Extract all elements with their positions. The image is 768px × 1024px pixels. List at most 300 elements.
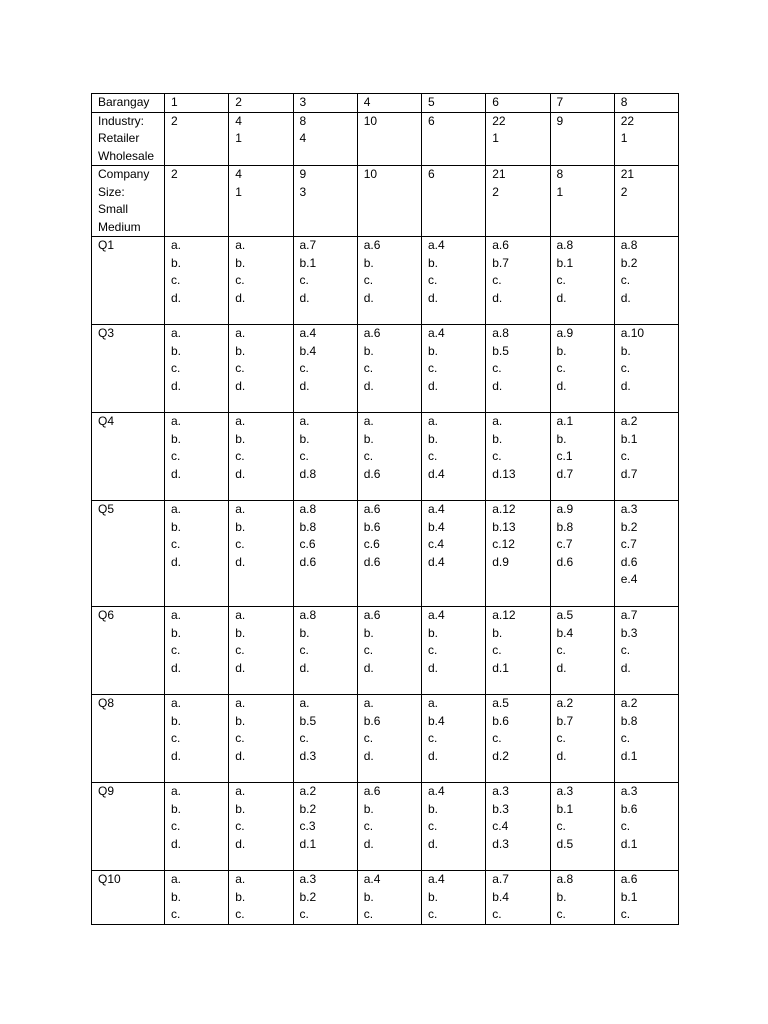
- cell-value: b.1: [556, 255, 574, 270]
- table-row: [92, 94, 679, 113]
- cell-value: d.: [428, 290, 439, 305]
- table-cell: [357, 237, 421, 325]
- cell-value: a.: [171, 696, 182, 710]
- cell-value: a.5: [492, 696, 509, 710]
- table-cell: [486, 695, 550, 783]
- cell-value: b.2: [620, 519, 638, 534]
- row-label-cell: [92, 166, 165, 237]
- cell-value: c.: [235, 819, 245, 833]
- cell-value: 1: [171, 95, 178, 109]
- table-cell: [614, 607, 678, 695]
- table-cell: [614, 94, 678, 113]
- table-row: [92, 871, 679, 925]
- cell-value: a.2: [620, 696, 638, 710]
- cell-value: c.: [428, 731, 438, 745]
- cell-value: e.4: [620, 572, 638, 586]
- cell-value: a.: [492, 414, 503, 428]
- row-label-line: Company: [98, 167, 150, 181]
- cell-value: b.: [363, 431, 374, 446]
- table-cell: [550, 607, 614, 695]
- cell-value: a.5: [556, 608, 574, 622]
- table-cell: [614, 112, 678, 166]
- cell-value: d.: [235, 554, 246, 569]
- cell-value: a.4: [428, 784, 445, 798]
- cell-value: c.: [363, 361, 374, 375]
- row-label-cell: [92, 112, 165, 166]
- row-label-cell: [92, 607, 165, 695]
- cell-value: a.3: [556, 784, 574, 798]
- cell-value: b.: [428, 343, 439, 358]
- cell-value: a.: [171, 784, 182, 798]
- table-row: [92, 783, 679, 871]
- cell-value: b.: [235, 713, 246, 728]
- table-row: [92, 695, 679, 783]
- table-cell: [614, 695, 678, 783]
- cell-value: b.7: [556, 713, 574, 728]
- cell-value: a.: [171, 238, 182, 252]
- cell-value: b.: [428, 255, 439, 270]
- cell-value: a.6: [363, 784, 381, 798]
- cell-value: b.2: [299, 889, 317, 904]
- cell-value: d.7: [620, 466, 638, 481]
- cell-value: a.4: [428, 608, 445, 622]
- table-cell: [229, 783, 293, 871]
- table-cell: [550, 783, 614, 871]
- table-cell: [422, 695, 486, 783]
- cell-value: c.: [492, 731, 502, 745]
- row-label-cell: [92, 695, 165, 783]
- cell-value: a.6: [363, 502, 381, 516]
- cell-value: b.3: [492, 801, 509, 816]
- cell-value: c.: [363, 643, 374, 657]
- cell-value: d.: [363, 748, 374, 763]
- cell-value: 1: [620, 131, 628, 145]
- cell-value: a.: [171, 872, 182, 886]
- cell-value: d.: [235, 748, 246, 763]
- cell-value: c.: [299, 731, 309, 745]
- table-cell: [422, 112, 486, 166]
- cell-value: c.: [620, 449, 631, 463]
- cell-value: a.6: [363, 238, 381, 252]
- table-cell: [486, 325, 550, 413]
- cell-value: a.4: [299, 326, 317, 340]
- cell-value: b.: [428, 625, 439, 640]
- cell-value: c.: [235, 731, 245, 745]
- cell-value: b.: [235, 343, 246, 358]
- cell-value: 4: [235, 167, 242, 181]
- cell-value: b.2: [299, 801, 317, 816]
- table-cell: [229, 413, 293, 501]
- cell-value: c.: [235, 361, 245, 375]
- cell-value: a.10: [620, 326, 645, 340]
- cell-value: c.: [299, 273, 309, 287]
- cell-value: 6: [428, 167, 435, 181]
- cell-value: d.: [171, 554, 182, 569]
- cell-value: d.1: [299, 836, 317, 851]
- cell-value: a.: [299, 696, 310, 710]
- cell-value: c.: [492, 273, 502, 287]
- cell-value: a.8: [620, 238, 638, 252]
- cell-value: a.8: [492, 326, 509, 340]
- cell-value: c.: [428, 273, 438, 287]
- table-cell: [422, 871, 486, 925]
- row-label-line: Q4: [98, 414, 115, 428]
- cell-value: c.: [428, 361, 438, 375]
- cell-value: c.: [556, 643, 566, 657]
- cell-value: b.: [428, 801, 439, 816]
- table-cell: [357, 501, 421, 607]
- cell-value: c.: [171, 273, 181, 287]
- cell-value: a.12: [492, 608, 516, 622]
- cell-value: d.: [171, 378, 182, 393]
- cell-value: b.: [428, 431, 439, 446]
- table-cell: [550, 501, 614, 607]
- cell-value: b.: [620, 343, 631, 358]
- table-cell: [357, 166, 421, 237]
- row-label-line: Industry:: [98, 113, 145, 128]
- cell-value: 2: [235, 95, 242, 109]
- cell-value: d.: [620, 290, 631, 305]
- table-cell: [422, 607, 486, 695]
- cell-value: c.: [299, 449, 309, 463]
- cell-value: c.6: [299, 537, 316, 551]
- cell-value: a.8: [556, 872, 574, 886]
- cell-value: b.7: [492, 255, 509, 270]
- cell-value: a.: [171, 326, 182, 340]
- cell-value: c.: [299, 907, 309, 921]
- cell-value: b.: [171, 431, 182, 446]
- cell-value: c.: [235, 449, 245, 463]
- cell-value: b.2: [620, 255, 638, 270]
- table-cell: [293, 871, 357, 925]
- cell-value: 22: [492, 113, 506, 128]
- cell-value: a.: [171, 608, 182, 622]
- table-cell: [293, 783, 357, 871]
- table-cell: [293, 607, 357, 695]
- cell-value: c.: [171, 731, 181, 745]
- cell-value: c.4: [428, 537, 445, 551]
- cell-value: b.1: [299, 255, 317, 270]
- table-row: [92, 325, 679, 413]
- cell-value: c.: [363, 819, 374, 833]
- table-row: [92, 237, 679, 325]
- table-cell: [486, 166, 550, 237]
- cell-value: a.4: [428, 326, 445, 340]
- cell-value: d.: [171, 466, 182, 481]
- survey-table-body: [92, 94, 679, 925]
- cell-value: a.: [235, 872, 246, 886]
- cell-value: b.4: [492, 889, 509, 904]
- cell-value: a.7: [620, 608, 638, 622]
- row-label-cell: [92, 94, 165, 113]
- table-cell: [165, 413, 229, 501]
- cell-value: c.: [428, 449, 438, 463]
- cell-value: d.5: [556, 836, 574, 851]
- table-cell: [229, 501, 293, 607]
- cell-value: a.: [235, 326, 246, 340]
- cell-value: d.4: [428, 466, 445, 481]
- cell-value: c.: [171, 643, 181, 657]
- table-cell: [550, 413, 614, 501]
- cell-value: a.4: [428, 502, 445, 516]
- table-cell: [486, 501, 550, 607]
- cell-value: 1: [235, 184, 242, 199]
- table-cell: [550, 94, 614, 113]
- cell-value: a.6: [363, 608, 381, 622]
- table-cell: [614, 237, 678, 325]
- cell-value: d.: [171, 836, 182, 851]
- cell-value: c.: [556, 819, 566, 833]
- cell-value: 9: [299, 167, 307, 181]
- table-row: [92, 501, 679, 607]
- cell-value: d.: [235, 378, 246, 393]
- row-label-cell: [92, 237, 165, 325]
- cell-value: 10: [363, 113, 378, 128]
- cell-value: b.: [235, 431, 246, 446]
- table-cell: [614, 166, 678, 237]
- cell-value: d.6: [299, 554, 317, 569]
- cell-value: 10: [363, 167, 378, 181]
- cell-value: a.: [171, 502, 182, 516]
- cell-value: c.: [363, 731, 374, 745]
- cell-value: a.: [171, 414, 182, 428]
- cell-value: a.6: [492, 238, 509, 252]
- cell-value: c.: [299, 361, 309, 375]
- cell-value: a.: [235, 784, 246, 798]
- cell-value: c.: [363, 907, 374, 921]
- cell-value: b.8: [620, 713, 638, 728]
- cell-value: c.: [620, 907, 631, 921]
- cell-value: b.: [171, 801, 182, 816]
- cell-value: a.9: [556, 326, 574, 340]
- cell-value: 7: [556, 95, 564, 109]
- cell-value: b.: [492, 625, 503, 640]
- cell-value: b.5: [299, 713, 317, 728]
- table-cell: [357, 325, 421, 413]
- cell-value: a.: [428, 414, 439, 428]
- cell-value: a.9: [556, 502, 574, 516]
- cell-value: d.: [428, 748, 439, 763]
- cell-value: c.: [428, 819, 438, 833]
- cell-value: c.: [428, 907, 438, 921]
- cell-value: d.: [299, 378, 310, 393]
- cell-value: c.: [428, 643, 438, 657]
- table-cell: [486, 607, 550, 695]
- cell-value: b.: [363, 625, 374, 640]
- table-cell: [357, 871, 421, 925]
- cell-value: d.6: [620, 554, 638, 569]
- cell-value: d.: [363, 290, 374, 305]
- table-cell: [486, 413, 550, 501]
- cell-value: d.: [235, 660, 246, 675]
- cell-value: d.: [620, 660, 631, 675]
- cell-value: b.: [171, 519, 182, 534]
- cell-value: c.7: [556, 537, 573, 551]
- cell-value: 2: [620, 184, 628, 199]
- cell-value: c.12: [492, 537, 515, 551]
- cell-value: c.: [556, 273, 566, 287]
- table-cell: [357, 695, 421, 783]
- cell-value: d.1: [620, 836, 638, 851]
- table-cell: [293, 695, 357, 783]
- cell-value: b.4: [299, 343, 317, 358]
- cell-value: b.1: [556, 801, 574, 816]
- cell-value: d.: [363, 836, 374, 851]
- cell-value: a.: [428, 696, 439, 710]
- row-label-cell: [92, 413, 165, 501]
- cell-value: b.4: [428, 519, 445, 534]
- table-cell: [165, 112, 229, 166]
- cell-value: c.: [235, 273, 245, 287]
- cell-value: b.: [235, 255, 246, 270]
- table-cell: [165, 325, 229, 413]
- cell-value: b.5: [492, 343, 509, 358]
- table-cell: [293, 237, 357, 325]
- cell-value: d.: [492, 378, 503, 393]
- cell-value: d.: [235, 836, 246, 851]
- row-label-cell: [92, 501, 165, 607]
- cell-value: a.4: [363, 872, 381, 886]
- cell-value: 8: [620, 95, 628, 109]
- cell-value: d.4: [428, 554, 445, 569]
- table-cell: [422, 413, 486, 501]
- table-cell: [165, 607, 229, 695]
- table-cell: [614, 501, 678, 607]
- cell-value: a.3: [620, 784, 638, 798]
- table-cell: [165, 871, 229, 925]
- cell-value: d.2: [492, 748, 509, 763]
- cell-value: c.: [299, 643, 309, 657]
- cell-value: 21: [620, 167, 635, 181]
- row-label-line: Q10: [98, 872, 121, 886]
- cell-value: c.: [556, 731, 566, 745]
- table-cell: [550, 871, 614, 925]
- cell-value: c.: [171, 907, 181, 921]
- cell-value: c.: [620, 643, 631, 657]
- cell-value: a.1: [556, 414, 574, 428]
- cell-value: a.: [235, 238, 246, 252]
- table-cell: [357, 783, 421, 871]
- cell-value: b.1: [620, 431, 638, 446]
- table-cell: [165, 783, 229, 871]
- cell-value: b.: [171, 713, 182, 728]
- cell-value: c.: [363, 449, 374, 463]
- table-cell: [422, 783, 486, 871]
- cell-value: b.: [363, 255, 374, 270]
- table-cell: [550, 166, 614, 237]
- cell-value: c.: [235, 643, 245, 657]
- cell-value: b.: [171, 889, 182, 904]
- cell-value: d.: [428, 836, 439, 851]
- cell-value: d.3: [299, 748, 317, 763]
- cell-value: 9: [556, 113, 564, 128]
- table-cell: [165, 94, 229, 113]
- table-cell: [229, 325, 293, 413]
- cell-value: d.: [299, 660, 310, 675]
- cell-value: c.: [171, 449, 181, 463]
- cell-value: d.: [620, 378, 631, 393]
- cell-value: b.3: [620, 625, 638, 640]
- table-cell: [550, 237, 614, 325]
- cell-value: c.: [556, 361, 566, 375]
- table-cell: [293, 166, 357, 237]
- cell-value: b.: [492, 431, 503, 446]
- cell-value: b.6: [363, 519, 381, 534]
- cell-value: c.6: [363, 537, 380, 551]
- table-cell: [486, 783, 550, 871]
- cell-value: b.: [235, 801, 246, 816]
- cell-value: b.: [171, 343, 182, 358]
- cell-value: c.1: [556, 449, 573, 463]
- row-label-line: Q6: [98, 608, 115, 622]
- cell-value: a.: [235, 608, 246, 622]
- cell-value: c.7: [620, 537, 637, 551]
- cell-value: 1: [492, 131, 499, 145]
- table-cell: [550, 695, 614, 783]
- table-cell: [486, 94, 550, 113]
- table-cell: [229, 607, 293, 695]
- cell-value: 21: [492, 167, 506, 181]
- cell-value: b.4: [556, 625, 574, 640]
- table-cell: [614, 871, 678, 925]
- table-cell: [422, 325, 486, 413]
- row-label-line: Small: [98, 202, 129, 216]
- table-cell: [293, 325, 357, 413]
- cell-value: a.: [235, 502, 246, 516]
- row-label-cell: [92, 325, 165, 413]
- cell-value: b.6: [620, 801, 638, 816]
- cell-value: a.2: [620, 414, 638, 428]
- cell-value: c.: [620, 819, 631, 833]
- cell-value: b.: [235, 625, 246, 640]
- cell-value: a.12: [492, 502, 516, 516]
- cell-value: b.4: [428, 713, 445, 728]
- cell-value: b.6: [492, 713, 509, 728]
- table-cell: [293, 413, 357, 501]
- cell-value: a.3: [492, 784, 509, 798]
- cell-value: b.: [299, 431, 310, 446]
- table-row: [92, 607, 679, 695]
- cell-value: b.: [556, 343, 567, 358]
- cell-value: c.: [235, 907, 245, 921]
- cell-value: b.: [235, 519, 246, 534]
- cell-value: c.: [171, 537, 181, 551]
- cell-value: 1: [235, 131, 242, 145]
- table-cell: [486, 871, 550, 925]
- cell-value: a.7: [492, 872, 509, 886]
- table-cell: [550, 112, 614, 166]
- row-label-line: Barangay: [98, 95, 150, 109]
- cell-value: d.: [363, 660, 374, 675]
- table-cell: [422, 237, 486, 325]
- cell-value: c.: [492, 907, 502, 921]
- cell-value: 5: [428, 95, 435, 109]
- cell-value: d.: [428, 660, 439, 675]
- table-cell: [357, 112, 421, 166]
- cell-value: b.8: [556, 519, 574, 534]
- table-cell: [229, 237, 293, 325]
- cell-value: d.1: [492, 660, 509, 675]
- cell-value: d.: [556, 748, 567, 763]
- cell-value: d.: [235, 290, 246, 305]
- cell-value: a.2: [556, 696, 574, 710]
- cell-value: d.6: [363, 554, 381, 569]
- table-cell: [229, 112, 293, 166]
- cell-value: d.: [556, 660, 567, 675]
- cell-value: b.: [171, 625, 182, 640]
- table-cell: [422, 501, 486, 607]
- cell-value: 8: [556, 167, 564, 181]
